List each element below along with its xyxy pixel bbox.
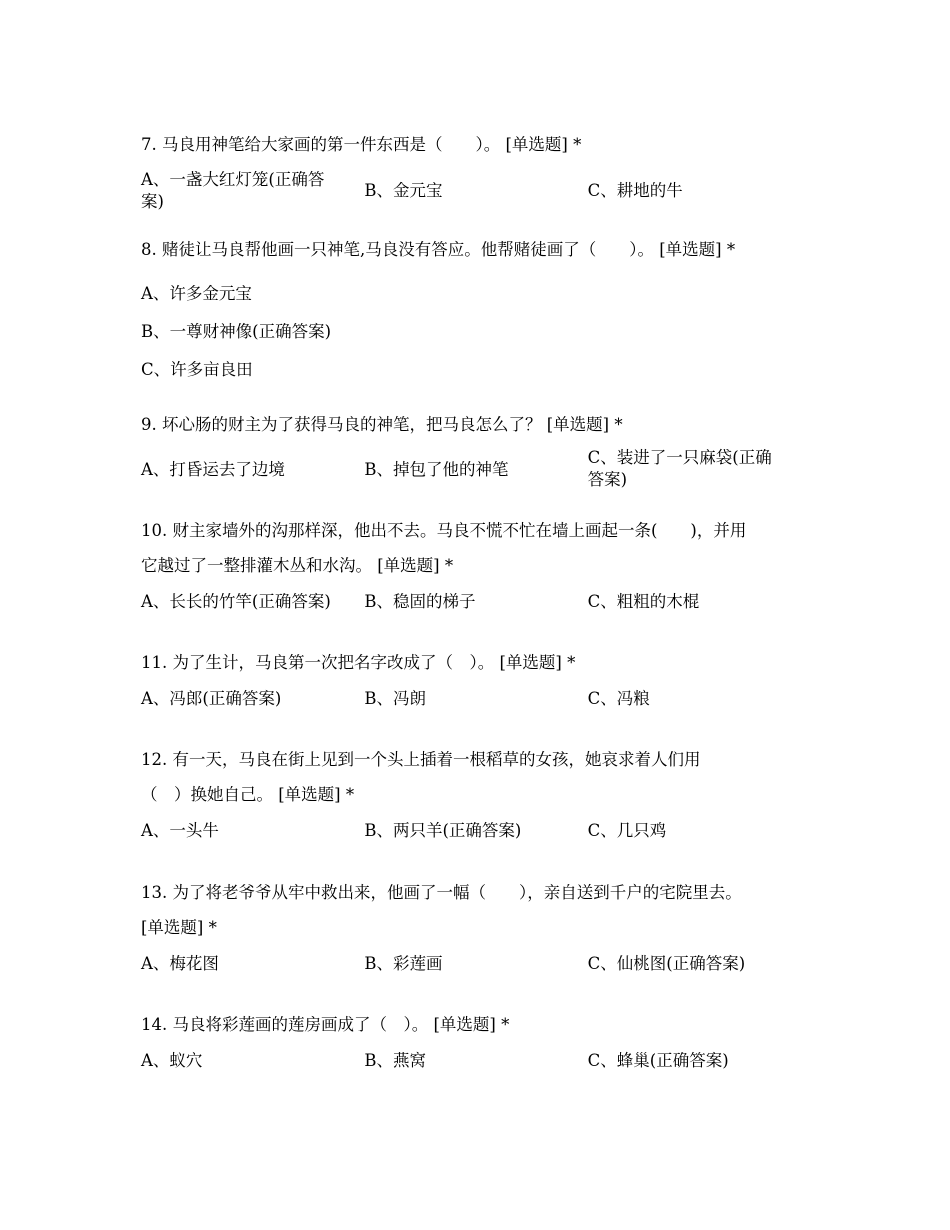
option-b[interactable]: B、稳固的梯子: [364, 592, 476, 611]
options-row: [141, 820, 811, 842]
question-title-line: （ ）换她自己。 [单选题] *: [141, 785, 355, 804]
question-10: [141, 513, 811, 613]
option-text: C、耕地的牛: [587, 181, 683, 200]
option-a[interactable]: [141, 447, 364, 481]
option-c[interactable]: C、蜂巢(正确答案): [587, 1051, 729, 1070]
option-b[interactable]: [364, 169, 587, 202]
question-13: [141, 875, 811, 975]
options-row: [141, 169, 811, 213]
question-7: [141, 127, 811, 213]
option-text: B、掉包了他的神笔: [364, 460, 509, 479]
options-row: [141, 591, 811, 613]
option-a[interactable]: A、许多金元宝: [141, 284, 252, 303]
question-title: 8. 赌徒让马良帮他画一只神笔,马良没有答应。他帮赌徒画了（ ）。 [单选题] *: [141, 240, 736, 259]
option-text: 案): [141, 192, 164, 211]
option-c[interactable]: C、冯粮: [587, 689, 650, 708]
option-a[interactable]: A、蚁穴: [141, 1051, 203, 1070]
option-text: A、打昏运去了边境: [141, 460, 285, 479]
option-b[interactable]: B、一尊财神像(正确答案): [141, 322, 331, 341]
option-b[interactable]: [364, 447, 587, 481]
question-14: [141, 1007, 811, 1072]
option-b[interactable]: B、彩莲画: [364, 954, 443, 973]
question-12: [141, 742, 811, 842]
question-9: [141, 407, 811, 491]
option-c[interactable]: [588, 169, 811, 202]
question-title-line: 它越过了一整排灌木丛和水沟。 [单选题] *: [141, 556, 454, 575]
option-text: 答案): [587, 470, 628, 489]
options-row: [141, 447, 811, 491]
option-a[interactable]: A、梅花图: [141, 954, 219, 973]
option-b[interactable]: B、两只羊(正确答案): [364, 821, 522, 840]
option-text: C、装进了一只麻袋(正确: [587, 448, 772, 467]
option-a[interactable]: A、冯郎(正确答案): [141, 689, 282, 708]
option-a[interactable]: [141, 169, 364, 213]
option-c[interactable]: C、几只鸡: [587, 821, 667, 840]
question-11: [141, 645, 811, 710]
question-8: [141, 232, 811, 381]
option-b[interactable]: B、冯朗: [364, 689, 426, 708]
question-title: 11. 为了生计，马良第一次把名字改成了（ ）。 [单选题] *: [141, 653, 576, 672]
option-text: A、一盏大红灯笼(正确答: [141, 170, 325, 189]
option-b[interactable]: B、燕窝: [364, 1051, 426, 1070]
option-text: B、金元宝: [364, 181, 443, 200]
option-c[interactable]: [588, 447, 811, 491]
options-row: [141, 1050, 811, 1072]
question-title-line: [单选题] *: [141, 918, 217, 937]
question-title: 9. 坏心肠的财主为了获得马良的神笔，把马良怎么了？ [单选题] *: [141, 415, 623, 434]
option-a[interactable]: A、长长的竹竿(正确答案): [141, 592, 331, 611]
question-title-line: 13. 为了将老爷爷从牢中救出来，他画了一幅（ ），亲自送到千户的宅院里去。: [141, 883, 742, 902]
question-title: 14. 马良将彩莲画的莲房画成了（ ）。 [单选题] *: [141, 1015, 510, 1034]
option-c[interactable]: C、仙桃图(正确答案): [587, 954, 746, 973]
option-c[interactable]: C、许多亩良田: [141, 360, 253, 379]
question-title-line: 12. 有一天，马良在街上见到一个头上插着一根稻草的女孩，她哀求着人们用: [141, 750, 701, 769]
option-c[interactable]: C、粗粗的木棍: [587, 592, 700, 611]
options-row: [141, 688, 811, 710]
question-title-line: 10. 财主家墙外的沟那样深，他出不去。马良不慌不忙在墙上画起一条( )，并用: [141, 521, 747, 540]
option-a[interactable]: A、一头牛: [141, 821, 219, 840]
options-row: [141, 953, 811, 975]
question-title: 7. 马良用神笔给大家画的第一件东西是（ ）。 [单选题] *: [141, 135, 582, 154]
